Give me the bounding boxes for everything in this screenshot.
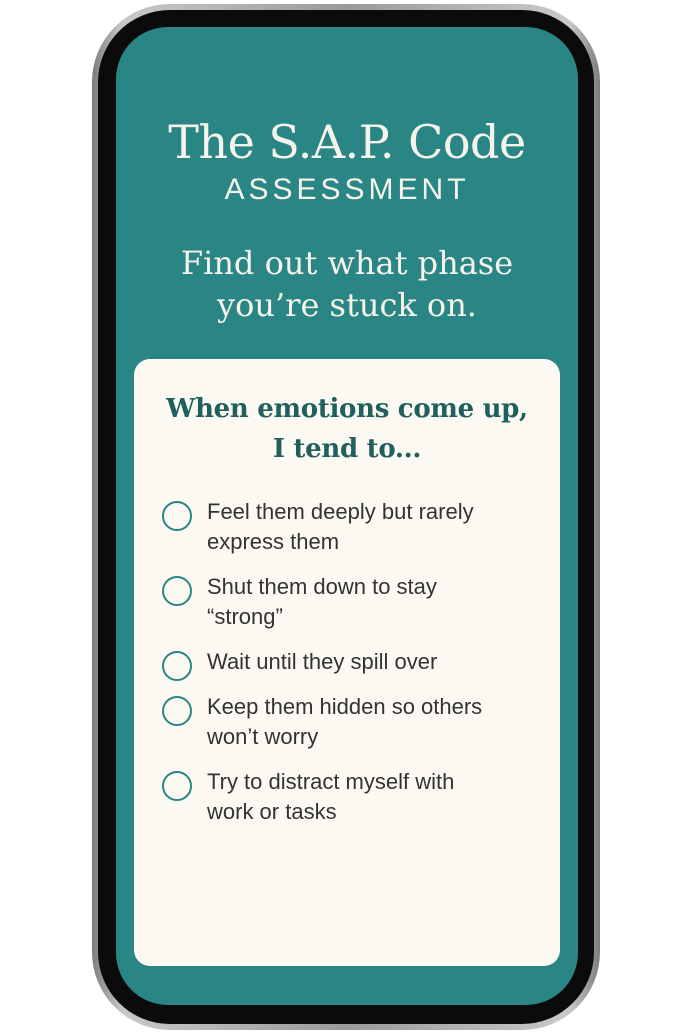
answer-option-1[interactable]	[162, 497, 474, 557]
tagline-text: Find out what phase you’re stuck on.	[180, 244, 514, 324]
answer-option-label: Shut them down to stay “strong”	[207, 574, 437, 629]
answer-option-2[interactable]	[162, 572, 437, 632]
radio-button-icon[interactable]	[162, 696, 192, 726]
answer-option-3[interactable]	[162, 647, 437, 681]
app-subtitle: ASSESSMENT	[224, 173, 470, 206]
radio-button-icon[interactable]	[162, 651, 192, 681]
answer-option-label: Wait until they spill over	[207, 649, 438, 674]
answer-option-label: Feel them deeply but rarely express them	[207, 499, 474, 554]
app-title: The S.A.P. Code	[168, 115, 526, 169]
app-screen	[116, 27, 578, 1005]
answer-option-label: Keep them hidden so others won’t worry	[207, 694, 483, 749]
tagline	[146, 242, 548, 326]
answer-option-5[interactable]	[162, 767, 454, 827]
radio-button-icon[interactable]	[162, 771, 192, 801]
answer-option-4[interactable]	[162, 692, 482, 752]
radio-button-icon[interactable]	[162, 576, 192, 606]
question-card	[134, 359, 560, 966]
question-text: When emotions come up, I tend to...	[166, 394, 528, 464]
radio-button-icon[interactable]	[162, 501, 192, 531]
answer-option-label: Try to distract myself with work or tasks	[207, 769, 455, 824]
